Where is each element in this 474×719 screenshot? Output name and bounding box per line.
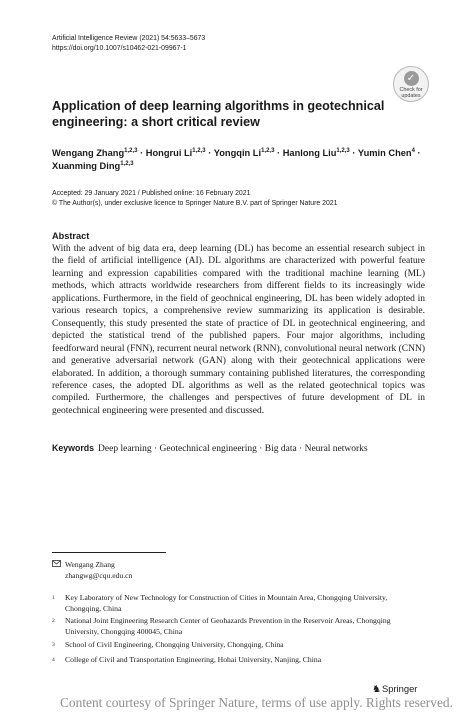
affiliation-text: School of Civil Engineering, Chongqing University, Chongqing, China [65, 640, 284, 649]
article-title: Application of deep learning algorithms in geotechnical engineering: a short critical review [52, 99, 385, 129]
author-name[interactable]: Hanlong Liu [282, 148, 337, 158]
author-name[interactable]: Yumin Chen [357, 148, 412, 158]
abstract-heading: Abstract [52, 231, 90, 241]
accepted-published-line: Accepted: 29 January 2021 / Published online: 16 February 2021 [52, 190, 251, 197]
affiliation-number: 1 [52, 595, 55, 601]
contact-name: Wengang Zhang [65, 560, 115, 569]
author-name[interactable]: Xuanming Ding [52, 161, 121, 171]
affiliation-number: 4 [52, 657, 55, 663]
affiliation-number: 3 [52, 642, 55, 648]
check-for-updates-icon: ✓ [404, 71, 419, 86]
keywords-list: Deep learning · Geotechnical engineering · Big data · Neural networks [98, 444, 368, 454]
author-affiliation-ref: 1,2,3 [261, 147, 275, 154]
badge-line-1: Check for [399, 87, 423, 93]
keywords-label: Keywords [52, 443, 95, 453]
author-affiliation-ref: 1,2,3 [124, 147, 138, 154]
journal-header [52, 34, 205, 54]
publication-dates [52, 189, 337, 209]
publisher-name: Springer [381, 683, 418, 694]
springer-logo [372, 683, 417, 695]
author-name[interactable]: Wengang Zhang [52, 148, 125, 158]
envelope-icon [52, 559, 62, 570]
author-affiliation-ref: 4 [411, 147, 415, 154]
springer-horse-icon: ♞ [372, 684, 381, 695]
affiliation-text: National Joint Engineering Research Center of Geohazards Prevention in the Reservoir Areas, Chongqing University, Chongqing 400045, China [65, 616, 391, 636]
badge-line-2: updates [401, 93, 421, 99]
abstract-text: With the advent of big data era, deep learning (DL) has become an essential research subject in the field of artificial intelligence (AI). DL algorithms are characterized with powerful feature learning and expression capabilities compared with the traditional machine learning (ML) methods, which attracts worldwide researchers from different fields to its increasingly wide applications. Furthermore, in the field of geochnical engineering, DL has been widely adopted in various research topics, a comprehensive review summarizing its application is desirable. Consequently, this study presented the state of practice of DL in geotechnical engineering, and depicted the statistical trend of the published papers. Four major algorithms, including feedforward neural (FNN), recurrent neural network (RNN), convolutional neural network (CNN) and generative adversarial network (GAN) along with their geotechnical applications were elaborated. In addition, a thorough summary containing published literatures, the corresponding reference cases, the adopted DL algorithms as well as the related geotechnical topics was compiled. Furthermore, the challenges and perspectives of future development of DL in geotechnical engineering were presented and discussed. [52, 244, 426, 416]
author-affiliation-ref: 1,2,3 [336, 147, 350, 154]
copyright-line: © The Author(s), under exclusive licence to Springer Nature B.V. part of Springer Nature 2021 [52, 200, 338, 207]
author-name[interactable]: Yongqin Li [213, 148, 262, 158]
affiliation-text: College of Civil and Transportation Engineering, Hohai University, Nanjing, China [65, 655, 322, 664]
author-list: Wengang Zhang$^{1,2,3}$ · Hongrui Li$^{1,2,3}$ · Yongqin Li$^{1,2,3}$ · Hanlong Liu$^{1,2,3}$ · Yumin Chen$^4$ · Xuanming Ding$^{1,2,3}$ [52, 147, 421, 171]
contact-email[interactable]: zhangwg@cqu.edu.cn [65, 571, 133, 580]
author-affiliation-ref: 1,2,3 [192, 147, 206, 154]
journal-citation: Artificial Intelligence Review (2021) 54:5633–5673 [52, 35, 206, 42]
courtesy-notice: Content courtesy of Springer Nature, terms of use apply. Rights reserved. [60, 695, 453, 710]
author-affiliation-ref: 1,2,3 [120, 160, 134, 167]
doi-link[interactable]: https://doi.org/10.1007/s10462-021-09967-1 [52, 45, 187, 52]
author-name[interactable]: Hongrui Li [145, 148, 193, 158]
check-for-updates-badge[interactable] [393, 66, 429, 102]
footnote-divider [52, 552, 166, 553]
affiliation-text: Key Laboratory of New Technology for Construction of Cities in Mountain Area, Chongqing University, Chongqing, China [65, 593, 388, 613]
keywords-section [52, 442, 432, 455]
affiliation-number: 2 [52, 618, 55, 624]
